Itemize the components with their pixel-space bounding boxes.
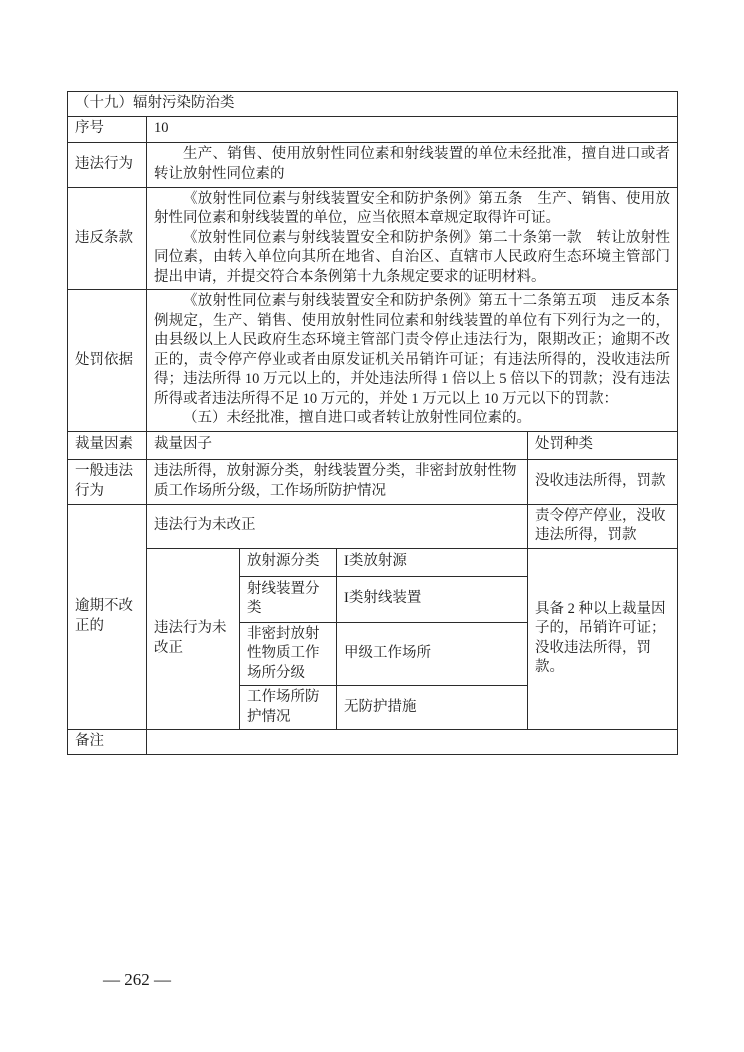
remarks-label: 备注 [68, 730, 147, 755]
table-row [68, 730, 678, 755]
sub-factor-name: 非密封放射性物质工作场所分级 [240, 622, 337, 686]
table-row [68, 116, 678, 142]
penalty-type-header: 处罚种类 [528, 431, 678, 459]
sub-factor-name: 放射源分类 [240, 548, 337, 576]
overdue-not-corrected-sublabel: 违法行为未改正 [147, 548, 240, 730]
penalty-basis-paragraph-1: 《放射性同位素与射线装置安全和防护条例》第五十二条第五项 违反本条例规定，生产、销售、使用放射性同位素和射线装置的单位有下列行为之一的，由县级以上人民政府生态环境主管部门责令停止违法行为，限期改正；逾期不改正的，责令停产停业或者由原发证机关吊销许可证；有违法所得的，没收违法所得；违法所得 10 万元以上的，并处违法所得 1 倍以上 5 倍以下的罚款；没有违法所得或者违法所得不足 10 万元的，并处 1 万元以上 10 万元以下的罚款： [154, 293, 671, 407]
sub-factor-value: I类放射源 [337, 548, 528, 576]
overdue-label: 逾期不改正的 [68, 504, 147, 730]
penalty-basis-paragraph-2: （五）未经批准，擅自进口或者转让放射性同位素的。 [183, 410, 531, 426]
table-row [68, 431, 678, 459]
clauses-text-cell [147, 187, 678, 290]
table-row [68, 92, 678, 117]
discretion-factor-label: 裁量因素 [68, 431, 147, 459]
table-row [68, 187, 678, 290]
overdue-not-corrected-penalty: 责令停产停业，没收违法所得，罚款 [528, 504, 678, 548]
table-row [68, 459, 678, 504]
violation-text-cell [147, 142, 678, 187]
penalty-basis-text-cell [147, 290, 678, 432]
table-row [68, 504, 678, 548]
sub-factor-name: 工作场所防护情况 [240, 686, 337, 730]
regulation-table [67, 91, 678, 755]
clauses-paragraph-1: 《放射性同位素与射线装置安全和防护条例》第五条 生产、销售、使用放射性同位素和射线装置的单位，应当依照本章规定取得许可证。 [154, 190, 671, 226]
sub-factor-name: 射线装置分类 [240, 576, 337, 622]
sub-factor-value: 无防护措施 [337, 686, 528, 730]
category-header: （十九）辐射污染防治类 [68, 92, 678, 117]
clauses-paragraph-2: 《放射性同位素与射线装置安全和防护条例》第二十条第一款 转让放射性同位素，由转入单位向其所在地省、自治区、直辖市人民政府生态环境主管部门提出申请，并提交符合本条例第十九条规定要求的证明材料。 [154, 229, 671, 285]
discretion-factor-header: 裁量因子 [147, 431, 528, 459]
penalty-basis-label: 处罚依据 [68, 290, 147, 432]
general-violation-penalty: 没收违法所得，罚款 [528, 459, 678, 504]
serial-label: 序号 [68, 116, 147, 142]
overdue-not-corrected-factor: 违法行为未改正 [147, 504, 528, 548]
sub-factor-value: 甲级工作场所 [337, 622, 528, 686]
overdue-combined-penalty: 具备 2 种以上裁量因子的，吊销许可证；没收违法所得，罚款。 [528, 548, 678, 730]
clauses-label: 违反条款 [68, 187, 147, 290]
table-row [68, 290, 678, 432]
violation-text: 生产、销售、使用放射性同位素和射线装置的单位未经批准，擅自进口或者转让放射性同位素的 [154, 146, 671, 182]
violation-label: 违法行为 [68, 142, 147, 187]
sub-factor-value: I类射线装置 [337, 576, 528, 622]
general-violation-label: 一般违法行为 [68, 459, 147, 504]
serial-value: 10 [147, 116, 678, 142]
table-row [68, 142, 678, 187]
general-violation-factors: 违法所得，放射源分类，射线装置分类，非密封放射性物质工作场所分级，工作场所防护情况 [147, 459, 528, 504]
table-row [68, 548, 678, 576]
page-number: — 262 — [103, 970, 171, 989]
remarks-value [147, 730, 678, 755]
